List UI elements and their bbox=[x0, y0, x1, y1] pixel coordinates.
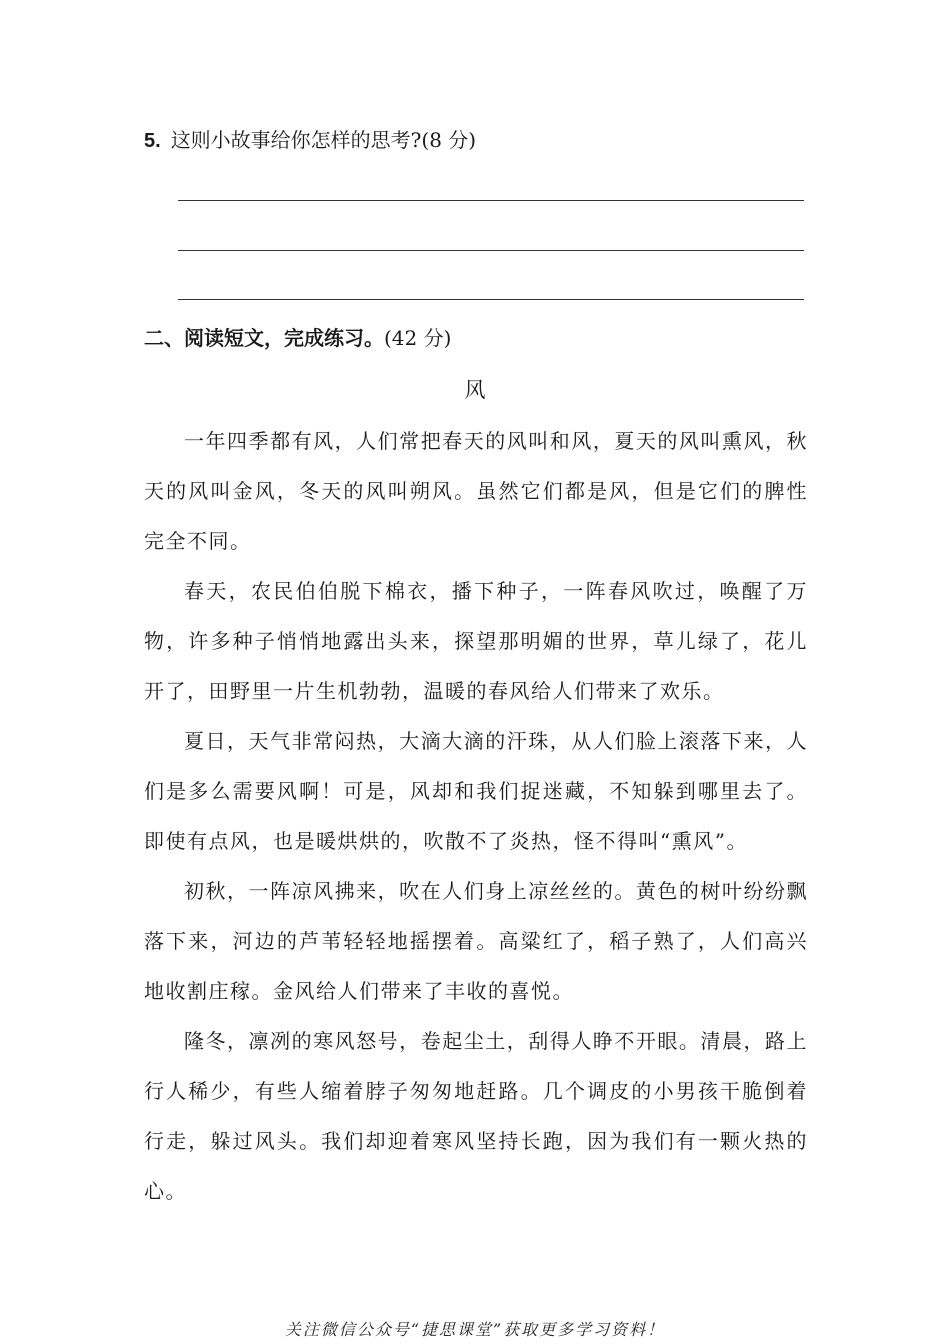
paragraph-autumn: 初秋，一阵凉风拂来，吹在人们身上凉丝丝的。黄色的树叶纷纷飘落下来，河边的芦苇轻轻地摇摆着。高粱红了，稻子熟了，人们高兴地收割庄稼。金风给人们带来了丰收的喜悦。 bbox=[144, 879, 808, 1003]
article-title: 风 bbox=[464, 378, 486, 402]
answer-line-2[interactable] bbox=[178, 250, 804, 251]
section-heading-text: 二、阅读短文，完成练习。 bbox=[144, 326, 384, 350]
paragraph-winter: 隆冬，凛冽的寒风怒号，卷起尘土，刮得人睁不开眼。清晨，路上行人稀少，有些人缩着脖子匆匆地赶路。几个调皮的小男孩干脆倒着行走，躲过风头。我们却迎着寒风坚持长跑，因为我们有一颗火热的心。 bbox=[144, 1029, 808, 1203]
section-score: (42 分) bbox=[384, 326, 452, 350]
footer-notice: 关注微信公众号“捷思课堂”获取更多学习资料！ bbox=[284, 1320, 666, 1339]
question-text: 这则小故事给你怎样的思考?(8 分) bbox=[170, 128, 477, 152]
answer-line-1[interactable] bbox=[178, 200, 804, 201]
question-5 bbox=[144, 124, 476, 157]
paragraph-intro: 一年四季都有风，人们常把春天的风叫和风，夏天的风叫熏风，秋天的风叫金风，冬天的风叫朔风。虽然它们都是风，但是它们的脾性完全不同。 bbox=[144, 429, 808, 553]
paragraph-summer: 夏日，天气非常闷热，大滴大滴的汗珠，从人们脸上滚落下来，人们是多么需要风啊！可是，风却和我们捉迷藏，不知躲到哪里去了。即使有点风，也是暖烘烘的，吹散不了炎热，怪不得叫“熏风”。 bbox=[144, 729, 808, 853]
answer-line-3[interactable] bbox=[178, 299, 804, 300]
question-number: 5. bbox=[144, 130, 161, 152]
section-heading bbox=[144, 322, 451, 354]
paragraph-spring: 春天，农民伯伯脱下棉衣，播下种子，一阵春风吹过，唤醒了万物，许多种子悄悄地露出头来，探望那明媚的世界，草儿绿了，花儿开了，田野里一片生机勃勃，温暖的春风给人们带来了欢乐。 bbox=[144, 579, 808, 703]
article-body bbox=[144, 416, 808, 1216]
